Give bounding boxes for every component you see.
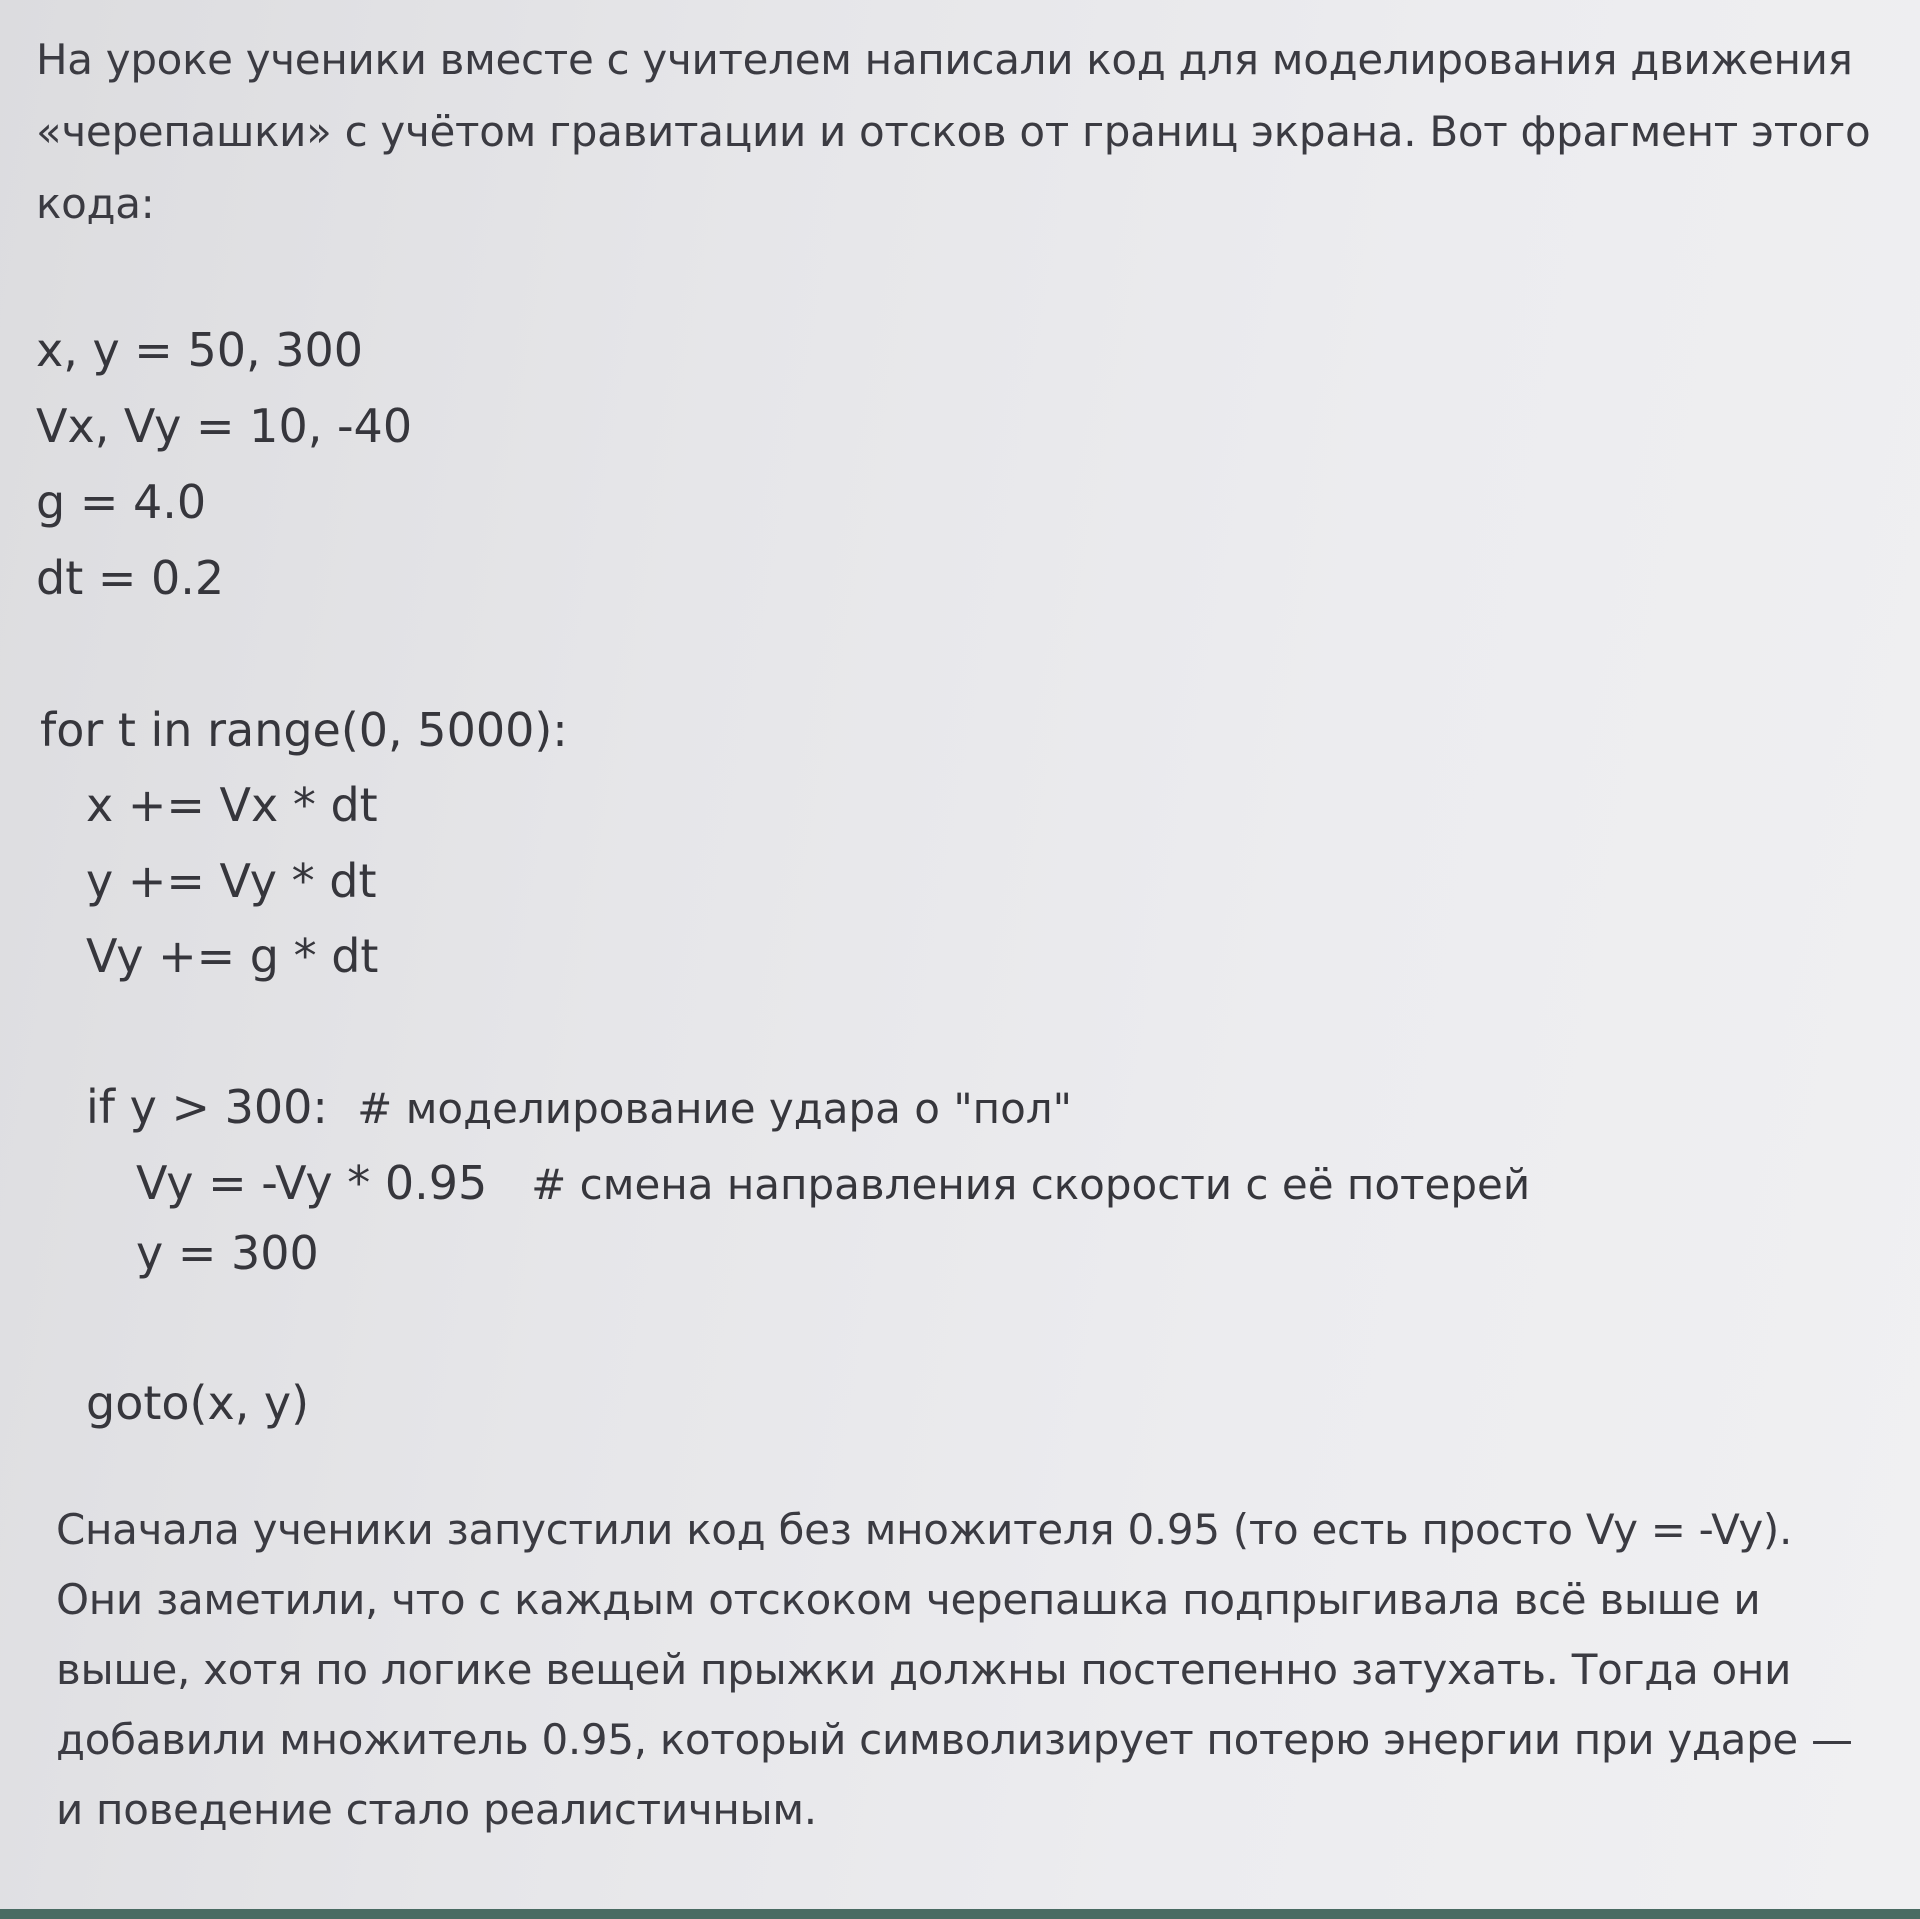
- code-line: Vx, Vy = 10, -40: [36, 399, 413, 453]
- code-line: y += Vy * dt: [86, 854, 377, 908]
- code-line: y = 300: [136, 1226, 319, 1280]
- code-comment: # смена направления скорости с её потерей: [531, 1160, 1531, 1209]
- code-comment: # моделирование удара о "пол": [357, 1084, 1072, 1133]
- code-text: Vy = -Vy * 0.95: [136, 1156, 532, 1210]
- code-line: x, y = 50, 300: [36, 323, 364, 377]
- code-line: Vy += g * dt: [86, 929, 379, 983]
- intro-paragraph: На уроке ученики вместе с учителем написали код для моделирования движения «черепашки» с учётом гравитации и отсков от границ экрана. Вот фрагмент этого кода:: [36, 35, 1871, 228]
- code-line: g = 4.0: [36, 475, 207, 529]
- code-line: x += Vx * dt: [86, 778, 378, 832]
- code-line: [136, 1145, 1530, 1223]
- code-line-goto: goto(x, y): [86, 1376, 310, 1430]
- code-line-if: [86, 1069, 1072, 1147]
- code-line-for-loop: for t in range(0, 5000):: [40, 703, 568, 757]
- bottom-edge-strip: [0, 1909, 1920, 1919]
- code-text: if y > 300:: [86, 1080, 358, 1134]
- outro-paragraph: Сначала ученики запустили код без множителя 0.95 (то есть просто Vy = -Vy). Они заметили, что с каждым отскоком черепашка подпрыгивала всё выше и выше, хотя по логике вещей прыжки должны постепенно затухать. Тогда они добавили множитель 0.95, который символизирует потерю энергии при ударе — и поведение стало реалистичным.: [56, 1505, 1853, 1834]
- code-line: dt = 0.2: [36, 551, 225, 605]
